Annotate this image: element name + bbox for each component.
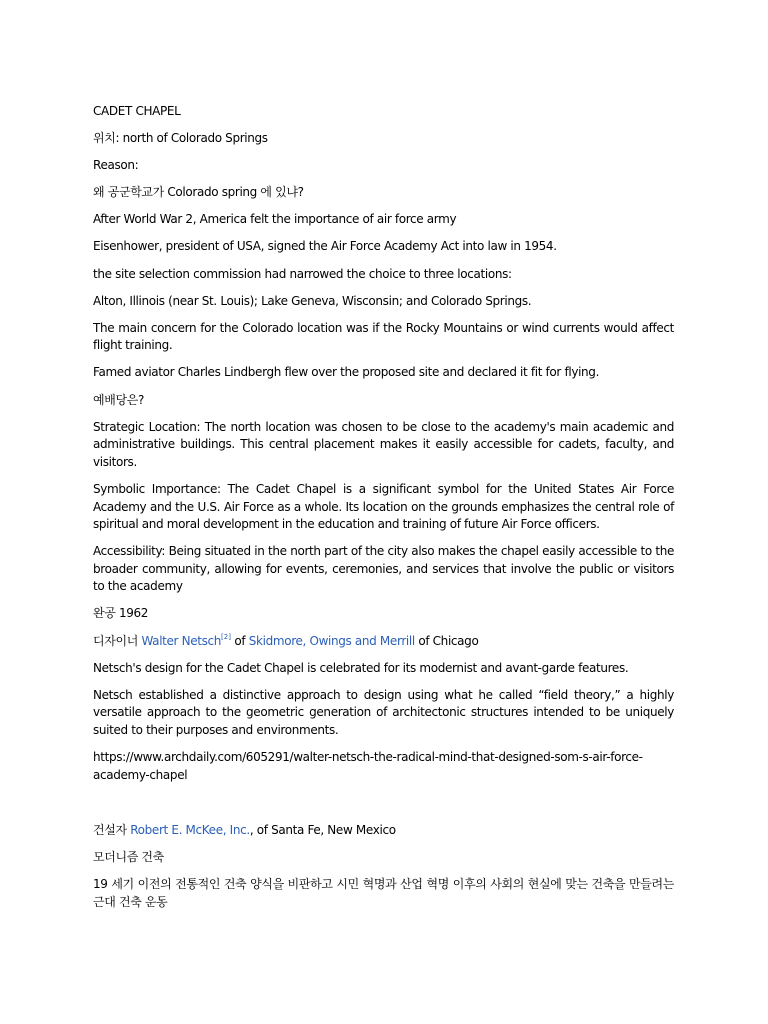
reason-label: Reason: bbox=[93, 158, 139, 173]
builder-link[interactable]: Robert E. McKee, Inc. bbox=[130, 822, 250, 837]
designer-link[interactable]: Walter Netsch bbox=[141, 633, 222, 648]
paragraph-ww2: After World War 2, America felt the importance of air force army bbox=[93, 212, 457, 227]
paragraph-lindbergh: Famed aviator Charles Lindbergh flew over the proposed site and declared it fit for flying. bbox=[93, 365, 600, 380]
paragraph-modernism: 19 세기 이전의 전통적인 건축 양식을 비판하고 시민 혁명과 산업 혁명 이후의 사회의 현실에 맞는 건축을 만들려는 근대 건축 운동 bbox=[93, 876, 674, 909]
paragraph-accessibility: Accessibility: Being situated in the north part of the city also makes the chapel easily accessible to the broader community, allowing for events, ceremonies, and services that involve the public or visitors to the academy bbox=[93, 544, 674, 594]
reason-question: 왜 공군학교가 Colorado spring 에 있냐? bbox=[93, 185, 304, 200]
chapel-question: 예배당은? bbox=[93, 392, 144, 407]
paragraph-commission: the site selection commission had narrowed the choice to three locations: bbox=[93, 266, 512, 281]
paragraph-design: Netsch's design for the Cadet Chapel is celebrated for its modernist and avant-garde features. bbox=[93, 660, 629, 675]
builder-prefix: 건설자 bbox=[93, 822, 131, 837]
paragraph-field-theory: Netsch established a distinctive approach to design using what he called “field theory,” a highly versatile approach to the geometric generation of architectonic structures intended to be uniquely suited to their purposes and environments. bbox=[93, 687, 674, 737]
paragraph-eisenhower: Eisenhower, president of USA, signed the Air Force Academy Act into law in 1954. bbox=[93, 239, 557, 254]
location-line: 위치: north of Colorado Springs bbox=[93, 131, 268, 146]
paragraph-concern: The main concern for the Colorado location was if the Rocky Mountains or wind currents would affect flight training. bbox=[93, 320, 674, 353]
paragraph-locations: Alton, Illinois (near St. Louis); Lake Geneva, Wisconsin; and Colorado Springs. bbox=[93, 293, 532, 308]
designer-city: of Chicago bbox=[414, 633, 479, 648]
builder-line bbox=[93, 822, 674, 840]
reference-url: https://www.archdaily.com/605291/walter-netsch-the-radical-mind-that-designed-som-s-air-force-academy-chapel bbox=[93, 750, 643, 782]
document-page bbox=[93, 103, 674, 921]
designer-line bbox=[93, 633, 674, 651]
paragraph-strategic: Strategic Location: The north location was chosen to be close to the academy's main academic and administrative buildings. This central placement makes it easily accessible for cadets, faculty, and visitors. bbox=[93, 419, 674, 469]
builder-suffix: , of Santa Fe, New Mexico bbox=[249, 822, 396, 837]
modernism-heading: 모더니즘 건축 bbox=[93, 849, 164, 864]
designer-prefix: 디자이너 bbox=[93, 633, 142, 648]
document-title: CADET CHAPEL bbox=[93, 104, 181, 118]
firm-link[interactable]: Skidmore, Owings and Merrill bbox=[248, 633, 415, 648]
blank-line bbox=[93, 794, 674, 822]
completed-year: 완공 1962 bbox=[93, 606, 149, 621]
paragraph-symbolic: Symbolic Importance: The Cadet Chapel is a significant symbol for the United States Air Force Academy and the U.S. Air Force as a whole. Its location on the grounds emphasizes the central role of spiritual and moral development in the education and training of future Air Force officers. bbox=[93, 481, 674, 532]
footnote-link[interactable]: [2] bbox=[221, 632, 231, 641]
designer-of: of bbox=[230, 633, 249, 648]
